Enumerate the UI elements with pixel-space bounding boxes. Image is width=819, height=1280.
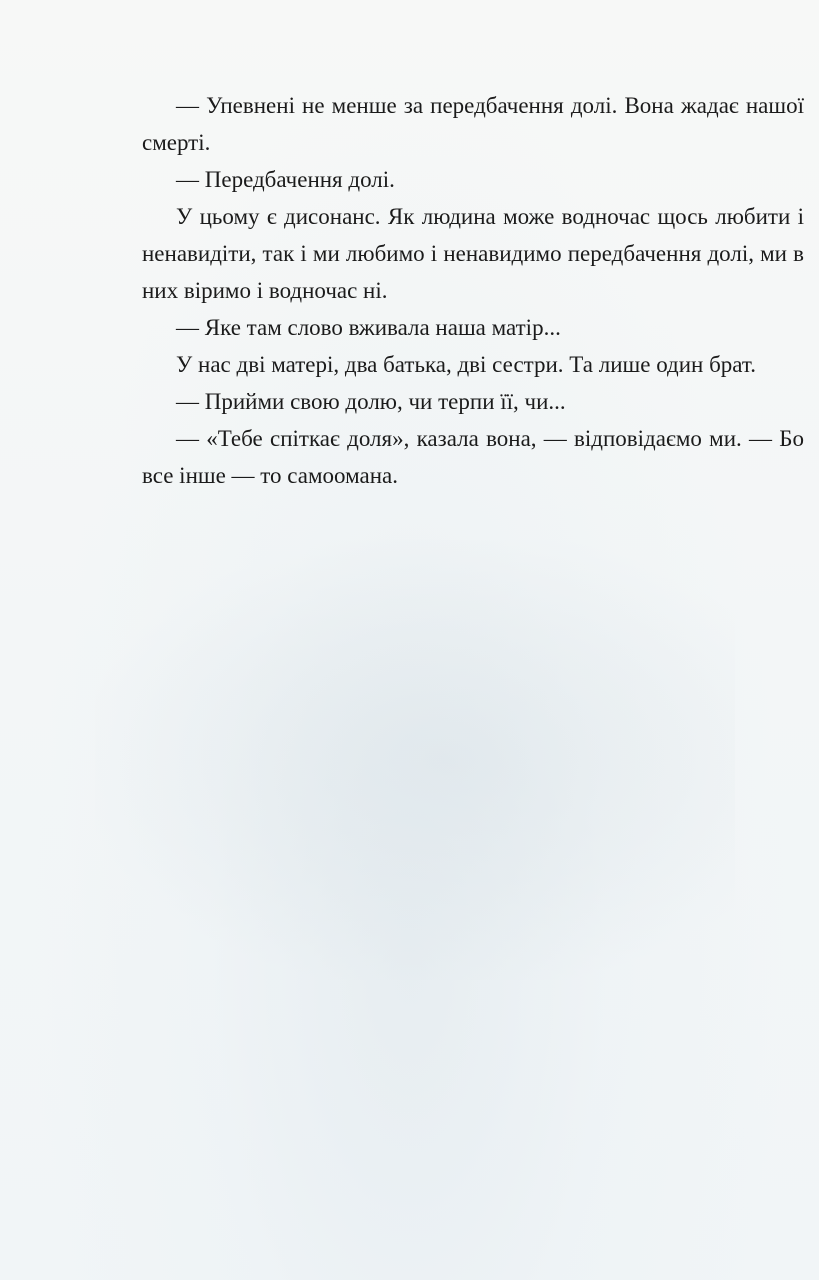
paragraph: У цьому є дисонанс. Як людина може водночас щось любити і ненавидіти, так і ми любимо і ненавидимо передбачення долі, ми в них віримо і водночас ні. bbox=[142, 204, 804, 303]
paragraph: — Передбачення долі. bbox=[176, 167, 395, 192]
main-text bbox=[142, 87, 804, 494]
paragraph: — Прийми свою долю, чи терпи її, чи... bbox=[176, 389, 566, 414]
paragraph: У нас дві матері, два батька, дві сестри. Та лише один брат. bbox=[176, 352, 756, 377]
paragraph: — Упевнені не менше за передбачення долі. Вона жадає нашої смерті. bbox=[142, 93, 804, 155]
paragraph: — Яке там слово вживала наша матір... bbox=[176, 315, 561, 340]
show-through-background bbox=[95, 540, 735, 980]
paragraph: — «Тебе спіткає доля», казала вона, — відповідаємо ми. — Бо все інше — то самоомана. bbox=[142, 426, 804, 488]
